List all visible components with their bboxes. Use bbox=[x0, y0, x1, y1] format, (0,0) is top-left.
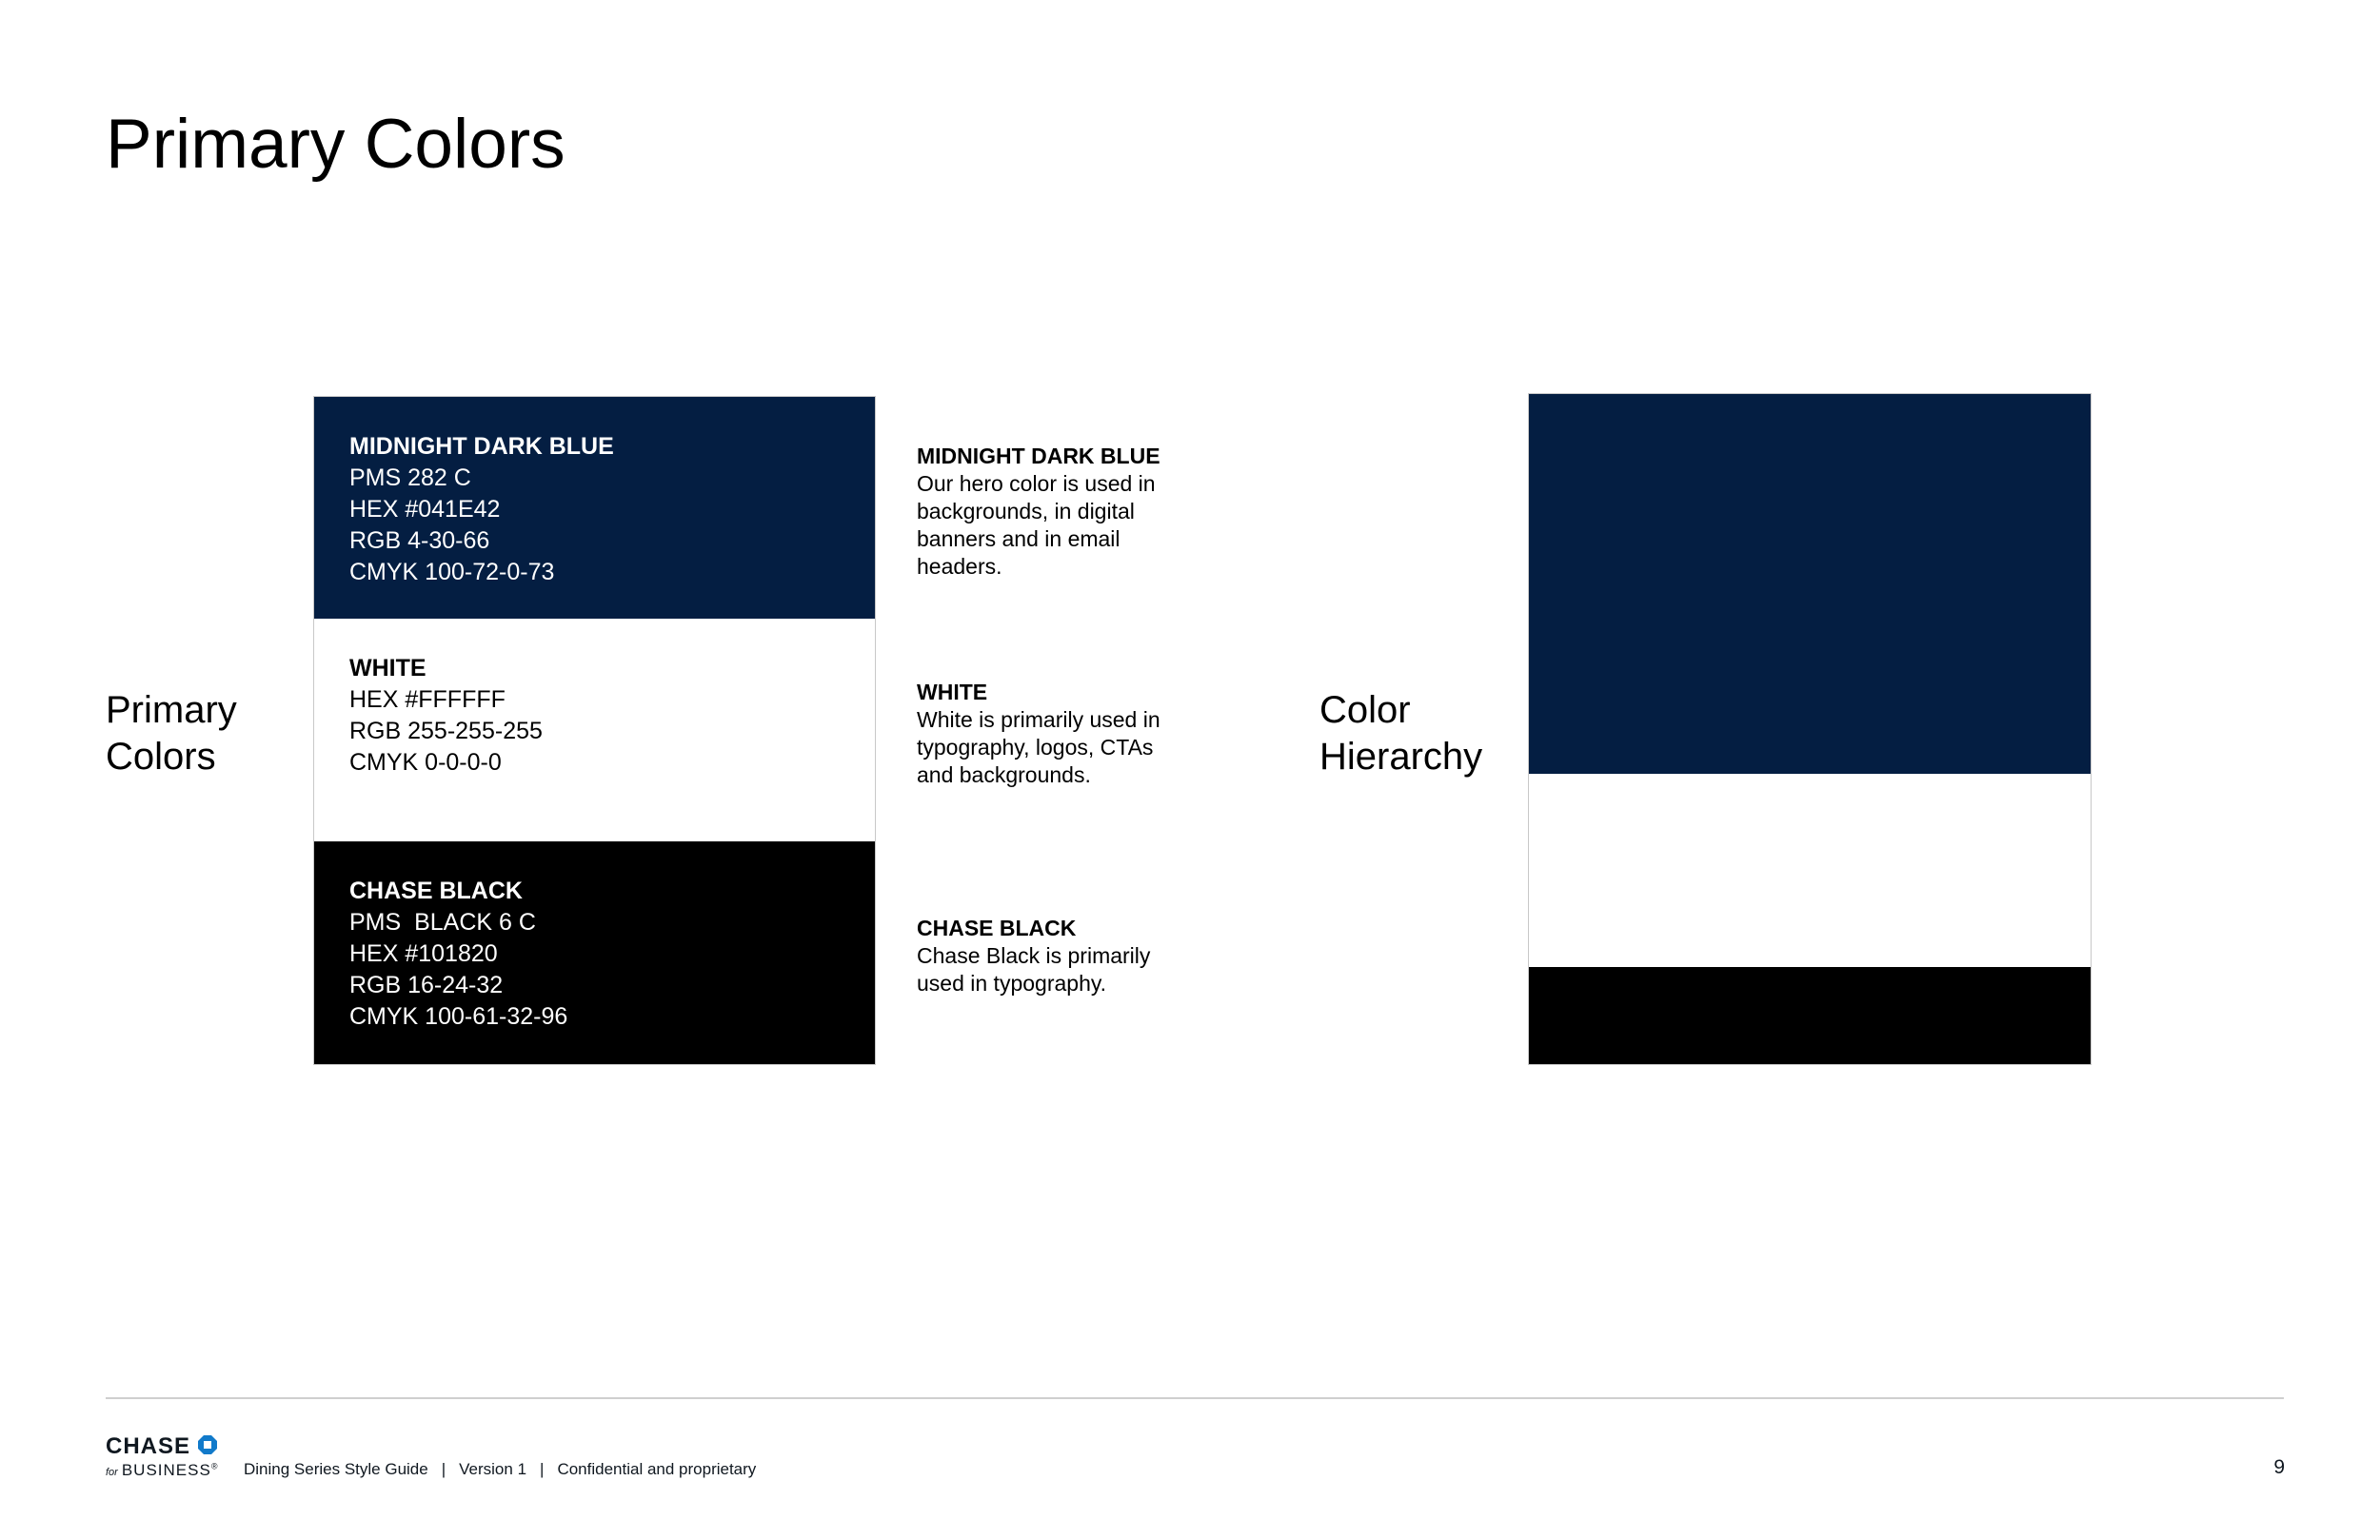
description-line: used in typography. bbox=[917, 971, 1107, 996]
description-line: banners and in email bbox=[917, 526, 1121, 551]
swatch-spec-cmyk: CMYK 100-72-0-73 bbox=[349, 559, 555, 585]
color-hierarchy-label-line1: Color bbox=[1319, 689, 1411, 731]
footer-separator: | bbox=[540, 1460, 545, 1478]
color-hierarchy-label bbox=[1319, 687, 1482, 780]
description-white bbox=[917, 679, 1202, 789]
description-title: MIDNIGHT DARK BLUE bbox=[917, 444, 1160, 468]
swatch-spec-rgb: RGB 255-255-255 bbox=[349, 718, 543, 744]
footer-divider bbox=[106, 1397, 2284, 1399]
hierarchy-bar-chase-black bbox=[1529, 967, 2091, 1064]
description-midnight-dark-blue bbox=[917, 443, 1202, 581]
description-line: typography, logos, CTAs bbox=[917, 735, 1154, 760]
logo-wordmark: CHASE bbox=[106, 1433, 191, 1459]
swatch-chase-black bbox=[314, 841, 875, 1064]
footer-separator: | bbox=[441, 1460, 446, 1478]
primary-colors-label-line2: Colors bbox=[106, 736, 216, 778]
logo-for: for bbox=[106, 1467, 118, 1478]
logo-business: BUSINESS bbox=[121, 1461, 211, 1479]
swatch-spec-pms: PMS BLACK 6 C bbox=[349, 909, 536, 936]
swatch-spec-hex: HEX #041E42 bbox=[349, 496, 501, 523]
logo-subline bbox=[106, 1461, 218, 1480]
chase-octagon-icon bbox=[197, 1434, 218, 1460]
description-title: WHITE bbox=[917, 680, 988, 704]
chase-for-business-logo bbox=[106, 1433, 218, 1480]
description-line: White is primarily used in bbox=[917, 707, 1160, 732]
description-line: Our hero color is used in bbox=[917, 471, 1156, 496]
footer-confidential: Confidential and proprietary bbox=[557, 1460, 757, 1478]
swatch-name: MIDNIGHT DARK BLUE bbox=[349, 433, 614, 460]
hierarchy-bar-white bbox=[1529, 774, 2091, 967]
swatch-spec-hex: HEX #FFFFFF bbox=[349, 686, 506, 713]
page-number: 9 bbox=[2273, 1456, 2285, 1478]
description-line: headers. bbox=[917, 554, 1002, 579]
footer-doc-title: Dining Series Style Guide bbox=[244, 1460, 428, 1478]
primary-colors-label-line1: Primary bbox=[106, 689, 237, 731]
swatch-name: CHASE BLACK bbox=[349, 878, 523, 904]
swatch-midnight-dark-blue bbox=[314, 397, 875, 619]
description-line: and backgrounds. bbox=[917, 762, 1091, 787]
swatch-spec-hex: HEX #101820 bbox=[349, 940, 498, 967]
logo-registered: ® bbox=[210, 1461, 219, 1471]
swatch-spec-rgb: RGB 16-24-32 bbox=[349, 972, 504, 998]
footer-version: Version 1 bbox=[459, 1460, 527, 1478]
swatch-spec-rgb: RGB 4-30-66 bbox=[349, 527, 490, 554]
description-line: Chase Black is primarily bbox=[917, 943, 1151, 968]
primary-colors-label bbox=[106, 687, 237, 780]
swatch-name: WHITE bbox=[349, 655, 426, 681]
description-chase-black bbox=[917, 915, 1202, 997]
swatch-spec-pms: PMS 282 C bbox=[349, 464, 471, 491]
swatch-white bbox=[314, 619, 875, 841]
swatch-spec-cmyk: CMYK 100-61-32-96 bbox=[349, 1003, 568, 1030]
swatch-spec-cmyk: CMYK 0-0-0-0 bbox=[349, 749, 502, 776]
page-title: Primary Colors bbox=[106, 106, 565, 183]
color-swatch-stack bbox=[313, 396, 876, 1065]
description-line: backgrounds, in digital bbox=[917, 499, 1135, 523]
color-hierarchy-block bbox=[1528, 393, 2092, 1065]
color-hierarchy-label-line2: Hierarchy bbox=[1319, 736, 1483, 778]
hierarchy-bar-midnight-dark-blue bbox=[1529, 394, 2091, 774]
description-title: CHASE BLACK bbox=[917, 916, 1077, 940]
footer-info bbox=[244, 1460, 756, 1479]
